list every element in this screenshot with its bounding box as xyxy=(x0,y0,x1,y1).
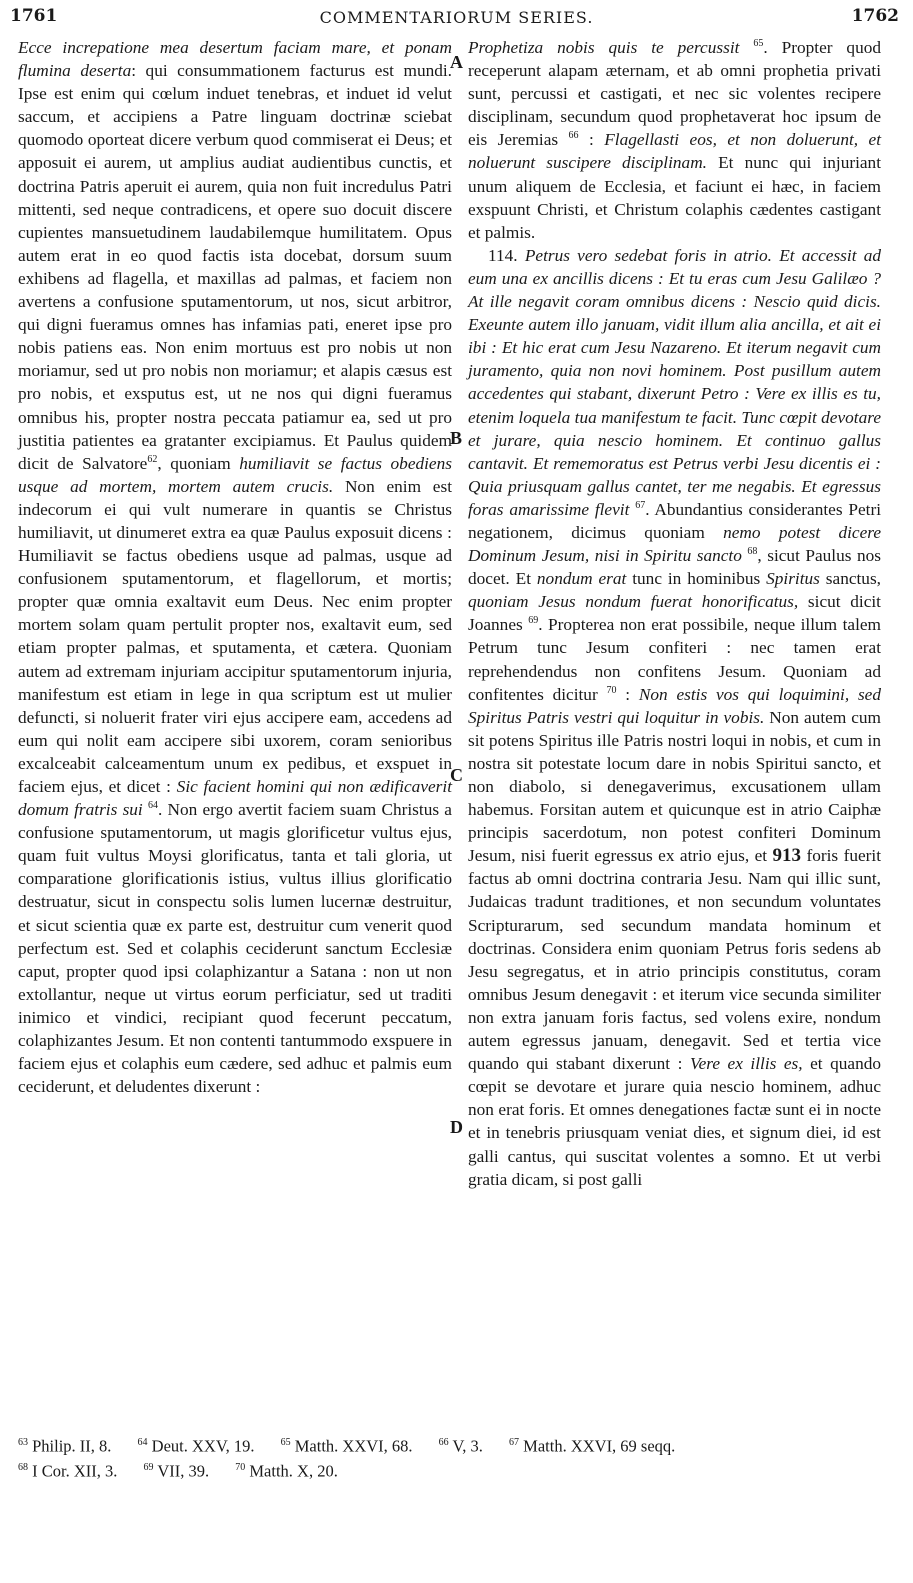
right-paragraph-1: Prophetiza nobis quis te percussit $^{65}$. Propter quod receperunt alapam æternam, et ab omni prophetia privati sunt, percussi et castigati, et nec sic volentes recipere disciplinam, secundum quod prophetaverat hoc ipsum de eis Jeremias $^{66}$ : Flagellasti eos, et non doluerunt, et noluerunt suscipere disciplinam. Et nunc qui injuriant unum aliquem de Ecclesia, et faciunt ei hæc, in faciem exspuunt Christi, et Christum colaphis cædentes castigant et palmis. xyxy=(468,38,881,242)
left-paragraph: Ecce increpatione mea desertum faciam mare, et ponam flumina deserta: qui consummationem facturus est mundi. Ipse est enim qui cœlum induet tenebras, et induet id velut saccum, et accipiens a Patre linguam doctrinæ sciebat quomodo oporteat dicere verbum quod commiserat ei Deus; et apposuit ei aurem, ut amplius audiat audientibus cunctis, et doctrina Patris aperuit ei aurem, quia non fuit incredulus Patri mittenti, sed neque contradicens, et opere suo docuit discere cupientes mansuetudinem laudabilemque humilitatem. Opus autem erat in eo quod factis ista docebat, dorsum suum exhibens ad flagella, et maxillas ad palmas, et faciem non avertens a confusione sputamentorum, ut nos, sicut arbitror, qui digni fueramus omnes has infamias pati, eneret ipse pro nobis patiens eas. Non enim mortuus est pro nobis ut non moriamur, sed ut pro nobis non moriamur; et alapis cæsus est pro nobis, et exsputus est, ut ne nos qui digni fueramus omnibus his, propter nostra peccata patiamur ea, sed ut pro justitia patientes ea gratanter excipiamus. Et Paulus quidem dicit de Salvatore$^{62}$, quoniam humiliavit se factus obediens usque ad mortem, mortem autem crucis. Non enim est indecorum ei qui vult numerare in quantis se Christus humiliavit, ut dinumeret extra ea quæ Paulus exposuit dicens : Humiliavit se factus obediens usque ad palmas, usque ad confusionem sputamentorum, et flagellorum, et mortis; propter quæ omnia exaltavit eum Deus. Nec enim propter mortem solam quam pertulit propter nos, exaltavit eum, sed etiam propter palmas, et sputamenta, et cætera. Quoniam autem ad extremam injuriam accipitur sputamentorum injuria, manifestum est etiam in lege in qua scriptum est ut mulier defuncti, si noluerit frater viri ejus accipere eam, accedens ad eum qui nolit eam accipere sibi uxorem, coram senioribus excalceabit calceamentum unum ex pedibus, et exspuet in faciem ejus, et dicet : Sic facient homini qui non ædificaverit domum fratris sui $^{64}$. Non ergo avertit faciem suam Christus a confusione sputamentorum, ut magis glorificetur vultus ejus, quam fuit vultus Moysi glorificatus, tanta et tali gloria, ut comparatione glorificationis istius, vultus illius glorificatio destruatur, sicut in conspectu solis lumen lucernæ destruitur, et sicut scientia quæ ex parte est, destruitur cum venerit quod perfectum est. Sed et colaphis ceciderunt sanctum Ecclesiæ caput, propter quod ipsi colaphizantur a Satana : non ut non extollantur, neque ut virtus eorum perficiatur, sed ut traditi inimico et vindici, recipiant quod fecerunt peccatum, colaphizantes Jesum. Et non contenti tantummodo exspuere in faciem ejus et colaphis eum cædere, sed adhuc et palmis eum ceciderunt, et deludentes dixerunt : xyxy=(18,38,453,1097)
footnote-70: Matth. X, 20. xyxy=(249,1461,338,1480)
footnote-65: Matth. XXVI, 68. xyxy=(294,1436,413,1456)
right-column xyxy=(468,36,881,1191)
footnote-69: VII, 39. xyxy=(157,1461,210,1480)
page-number-right: 1762 xyxy=(851,6,899,26)
quote-vere: Vere ex illis es, xyxy=(689,1054,803,1074)
running-title: COMMENTARIORUM SERIES. xyxy=(319,8,594,27)
quote-flagellasti: Flagellasti eos, et non doluerunt, et noluerunt suscipere disciplinam. xyxy=(468,130,881,173)
footnote-64: Deut. XXV, 19. xyxy=(151,1436,255,1456)
footnote-ref-68: 68 xyxy=(747,546,758,558)
left-column xyxy=(18,36,452,1098)
quote-sic-facient: Sic facient homini qui non ædificaverit domum fratris sui xyxy=(18,777,452,820)
footnote-ref-66: 66 xyxy=(568,130,579,142)
quote-nemo: nemo potest dicere Dominum Jesum, nisi in Spiritu sancto xyxy=(468,522,881,566)
column-number: 913 xyxy=(772,845,802,867)
page-number-left: 1761 xyxy=(10,6,58,26)
right-paragraph-114: 114. Petrus vero sedebat foris in atrio. Et accessit ad eum una ex ancillis dicens : Et tu eras cum Jesu Galilæo ? At ille negavit coram omnibus dicens : Nescio quid dicis. Exeunte autem illo januam, vidit illum alia ancilla, et ait ei ibi : Et hic erat cum Jesu Nazareno. Et iterum negavit cum juramento, quia non novi hominem. Post pusillum autem accedentes qui stabant, dixerunt Petro : Vere ex illis es tu, etenim loquela tua manifestum te facit. Tunc cœpit devotare et jurare, quia nescio hominem. Et continuo gallus cantavit. Et rememoratus est Petrus verbi Jesu dicentis ei : Quia priusquam gallus cantet, ter me negabis. Et egressus foras amarissime flevit $^{67}$. Abundantius considerantes Petri negationem, dicimus quoniam nemo potest dicere Dominum Jesum, nisi in Spiritu sancto $^{68}$, sicut Paulus nos docet. Et nondum erat tunc in hominibus Spiritus sanctus, quoniam Jesus nondum fuerat honorificatus, sicut dicit Joannes $^{69}$. Propterea non erat possibile, neque illum talem Petrum tunc Jesum confiteri : nec tamen erat reprehendendus non confitens Jesum. Quoniam ad confitentes dicitur $^{70}$ : Non estis vos qui loquimini, sed Spiritus Patris vestri qui loquitur in vobis. Non autem cum sit potens Spiritus ille Patris nostri loqui in nobis, et cum in nostra sit potestate locum dare in nobis Spiritui sancto, et non diabolo, si denegaverimus, excusationem ullam habemus. Forsitan autem et quicunque est in atrio Caiphæ principis sacerdotum, non potest confiteri Dominum Jesum, nisi fuerit egressus ex atrio ejus, et 913 foris fuerit factus ab omni doctrina contraria Jesu. Nam qui illic sunt, Judaicas tradunt traditiones, et non secundum voluntates Scripturarum, sed secundum mandata hominum et doctrinas. Considera enim quoniam Petrus foris sedens ab Jesu segregatus, et in atrio principis constitutus, coram omnibus Jesum denegavit : et iterum vice secunda similiter non extra januam foris factus, sed volens exire, nondum autem egressus januam, denegavit. Sed et tertia vice quando qui stabant dixerunt : Vere ex illis es, et quando cœpit se devotare et jurare quia nescio hominem, adhuc non erat foris. Et omnes denegationes factæ sunt ei in nocte et in tenebris priusquam veniat dies, et signum diei, id est galli cantus, qui suscitat volentes a somno. Et ut verbi gratia dicam, si post galli xyxy=(468,245,882,1189)
quote-ecce: Ecce increpatione mea desertum faciam mare, et ponam flumina deserta xyxy=(18,38,452,81)
footnote-line-1: $^{63}$ Philip. II, 8. $^{64}$ Deut. XXV, 19. $^{65}$ Matth. XXVI, 68. $^{66}$ V, 3. $^{67}$ Matth. XXVI, 69 seqq. xyxy=(18,1436,676,1456)
margin-letter-b: B xyxy=(450,428,463,448)
footnote-68: I Cor. XII, 3. xyxy=(32,1461,118,1480)
footnote-ref-67: 67 xyxy=(635,500,646,512)
quote-petrus: Petrus vero sedebat foris in atrio. Et accessit ad eum una ex ancillis dicens : Et tu eras cum Jesu Galilæo ? At ille negavit coram omnibus dicens : Nescio quid dicis. Exeunte autem illo januam, vidit illum alia ancilla, et ait ei ibi : Et hic erat cum Jesu Nazareno. Et iterum negavit cum juramento, quia non novi hominem. Post pusillum autem accedentes qui stabant, dixerunt Petro : Vere ex illis es tu, etenim loquela tua manifestum te facit. Tunc cœpit devotare et jurare, quia nescio hominem. Et continuo gallus cantavit. Et rememoratus est Petrus verbi Jesu dicentis ei : Quia priusquam gallus cantet, ter me negabis. Et egressus foras amarissime flevit xyxy=(468,245,881,519)
margin-letter-d: D xyxy=(450,1117,463,1137)
footnote-ref-65: 65 xyxy=(753,38,764,50)
quote-humiliavit: humiliavit se factus obediens usque ad mortem, mortem autem crucis. xyxy=(18,453,452,496)
margin-letter-a: A xyxy=(450,52,463,72)
section-number: 114. xyxy=(488,245,518,265)
footnote-ref-62: 62 xyxy=(147,453,158,465)
footnote-ref-70: 70 xyxy=(606,684,617,696)
margin-letter-c: C xyxy=(450,765,463,785)
footnote-66: V, 3. xyxy=(452,1436,483,1456)
footnote-63: Philip. II, 8. xyxy=(32,1436,112,1456)
footnote-line-2: $^{68}$ I Cor. XII, 3. $^{69}$ VII, 39. $^{70}$ Matth. X, 20. xyxy=(18,1461,338,1480)
footnote-ref-69: 69 xyxy=(528,615,539,627)
footnote-ref-64: 64 xyxy=(147,800,158,812)
quote-non-estis: Non estis vos qui loquimini, sed Spiritus Patris vestri qui loquitur in vobis. xyxy=(468,684,881,727)
page-header xyxy=(10,6,903,32)
footnote-67: Matth. XXVI, 69 seqq. xyxy=(523,1436,676,1456)
footnotes xyxy=(18,1432,898,1481)
quote-prophetiza: Prophetiza nobis quis te percussit xyxy=(468,38,740,57)
